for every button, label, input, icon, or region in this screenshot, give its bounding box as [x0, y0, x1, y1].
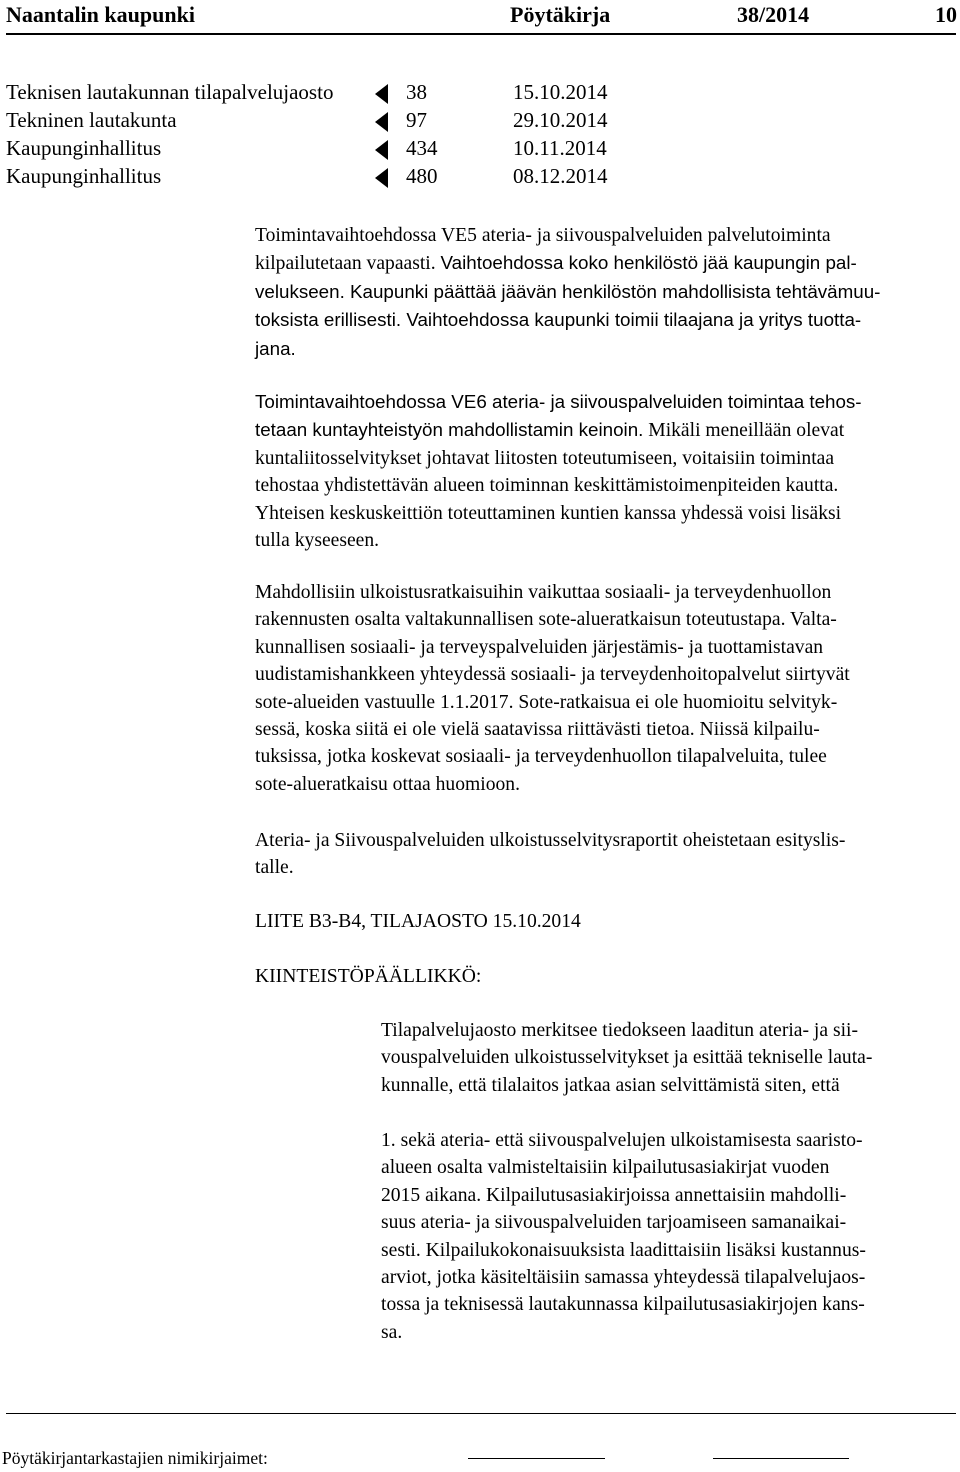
paragraph-reports — [255, 827, 845, 882]
triangle-marker-icon — [375, 168, 388, 188]
organization-name: Naantalin kaupunki — [6, 2, 195, 27]
meeting-item-number: 434 — [406, 136, 438, 160]
proposer-text: KIINTEISTÖPÄÄLLIKKÖ: — [255, 966, 482, 987]
meeting-item-number: 38 — [406, 80, 427, 104]
meeting-date: 08.12.2014 — [513, 164, 608, 188]
paragraph-ve5 — [255, 222, 880, 363]
paragraph-text: Toimintavaihtoehdossa VE6 ateria- ja siivouspalveluiden toimintaa tehos- — [255, 391, 862, 412]
paragraph-ve6 — [255, 388, 862, 554]
paragraph-text: Mikäli meneillään olevat kuntaliitosselvitykset johtavat liitosten toteutumiseen, voitaisiin toimintaa tehostaa yhdistettävän alueen toiminnan keskittämistoimenpiteiden kautta. Yhteisen keskuskeittiön toteuttaminen kuntien kanssa yhdessä voisi lisäksi tulla kyseeseen. — [255, 420, 845, 552]
meeting-item-number: 97 — [406, 108, 427, 132]
attachment-text: LIITE B3-B4, TILAJAOSTO 15.10.2014 — [255, 911, 581, 932]
paragraph-text: Mahdollisiin ulkoistusratkaisuihin vaikuttaa sosiaali- ja terveydenhuollon rakennusten osalta valtakunnallisen sote-alueratkaisun toteutustapa. Valta- kunnallisen sosiaali- ja terveyspalveluiden järjestämis- ja tuottamistavan uudistamishankkeen yhteydessä sosiaali- ja terveydenhoitopalvelut siirtyvät sote-alueiden vastuulle 1.1.2017. Sote-ratkaisua ei ole huomioitu selvityk- sessä, koska siitä ei ole vielä saatavissa riittävästi tietoa. Niissä kilpailu- tuksissa, jotka koskevat sosiaali- ja terveydenhuollon tilapalveluita, tulee sote-alueratkaisu ottaa huomioon. — [255, 582, 850, 795]
proposer-heading — [255, 963, 481, 990]
document-number: 38/2014 — [737, 2, 810, 27]
meeting-body: Kaupunginhallitus — [6, 164, 162, 188]
meeting-history — [6, 80, 706, 192]
triangle-marker-icon — [375, 112, 388, 132]
meeting-row — [6, 136, 706, 164]
meeting-row — [6, 108, 706, 136]
meeting-body: Teknisen lautakunnan tilapalvelujaosto — [6, 80, 334, 104]
footer-divider — [6, 1413, 956, 1414]
paragraph-sote — [255, 579, 850, 798]
meeting-row — [6, 164, 706, 192]
paragraph-text: tetaan kuntayhteistyön mahdollistamin keinoin. — [255, 419, 644, 441]
paragraph-text: Ateria- ja Siivouspalveluiden ulkoistusselvitysraportit oheistetaan esityslis- talle. — [255, 830, 846, 879]
meeting-date: 15.10.2014 — [513, 80, 608, 104]
meeting-body: Kaupunginhallitus — [6, 136, 162, 160]
signature-line — [468, 1458, 605, 1459]
paragraph-text: Tilapalvelujaosto merkitsee tiedokseen laaditun ateria- ja sii- vouspalveluiden ulkoistusselvitykset ja esittää tekniselle lauta- kunnalle, että tilalaitos jatkaa asian selvittämistä siten, että — [381, 1020, 873, 1096]
paragraph-proposal-item-1 — [381, 1127, 866, 1346]
meeting-date: 10.11.2014 — [513, 136, 607, 160]
paragraph-proposal — [381, 1017, 872, 1099]
page-number: 10 — [935, 2, 957, 27]
triangle-marker-icon — [375, 84, 388, 104]
meeting-body: Tekninen lautakunta — [6, 108, 177, 132]
paragraph-text: Vaihtoehdossa koko henkilöstö jää kaupungin pal- velukseen. Kaupunki päättää jäävän henkilöstön mahdollisista tehtävämuu- toksista erillisesti. Vaihtoehdossa kaupunki toimii tilaajana ja yritys tuotta- jana. — [255, 252, 881, 359]
paragraph-text: Toimintavaihtoehdossa VE5 ateria- ja siivouspalveluiden palvelutoiminta kilpailutetaan vapaasti. — [255, 225, 831, 275]
meeting-item-number: 480 — [406, 164, 438, 188]
attachment-reference — [255, 908, 581, 935]
meeting-row — [6, 80, 706, 108]
header-divider — [6, 33, 956, 35]
triangle-marker-icon — [375, 140, 388, 160]
signature-line — [713, 1458, 849, 1459]
meeting-date: 29.10.2014 — [513, 108, 608, 132]
signature-label: Pöytäkirjantarkastajien nimikirjaimet: — [2, 1448, 268, 1468]
page-header — [0, 0, 960, 34]
paragraph-text: 1. sekä ateria- että siivouspalvelujen ulkoistamisesta saaristo- alueen osalta valmisteltaisiin kilpailutusasiakirjat vuoden 2015 aikana. Kilpailutusasiakirjoissa annettaisiin mahdolli- suus ateria- ja siivouspalveluiden tarjoamiseen samanaikai- sesti. Kilpailukokonaisuuksista laadittaisiin lisäksi kustannus- arviot, jotka käsiteltäisiin samassa yhteydessä tilapalvelujaos- tossa ja teknisessä lautakunnassa kilpailutusasiakirjojen kans- sa. — [381, 1130, 866, 1343]
document-type: Pöytäkirja — [510, 2, 611, 27]
